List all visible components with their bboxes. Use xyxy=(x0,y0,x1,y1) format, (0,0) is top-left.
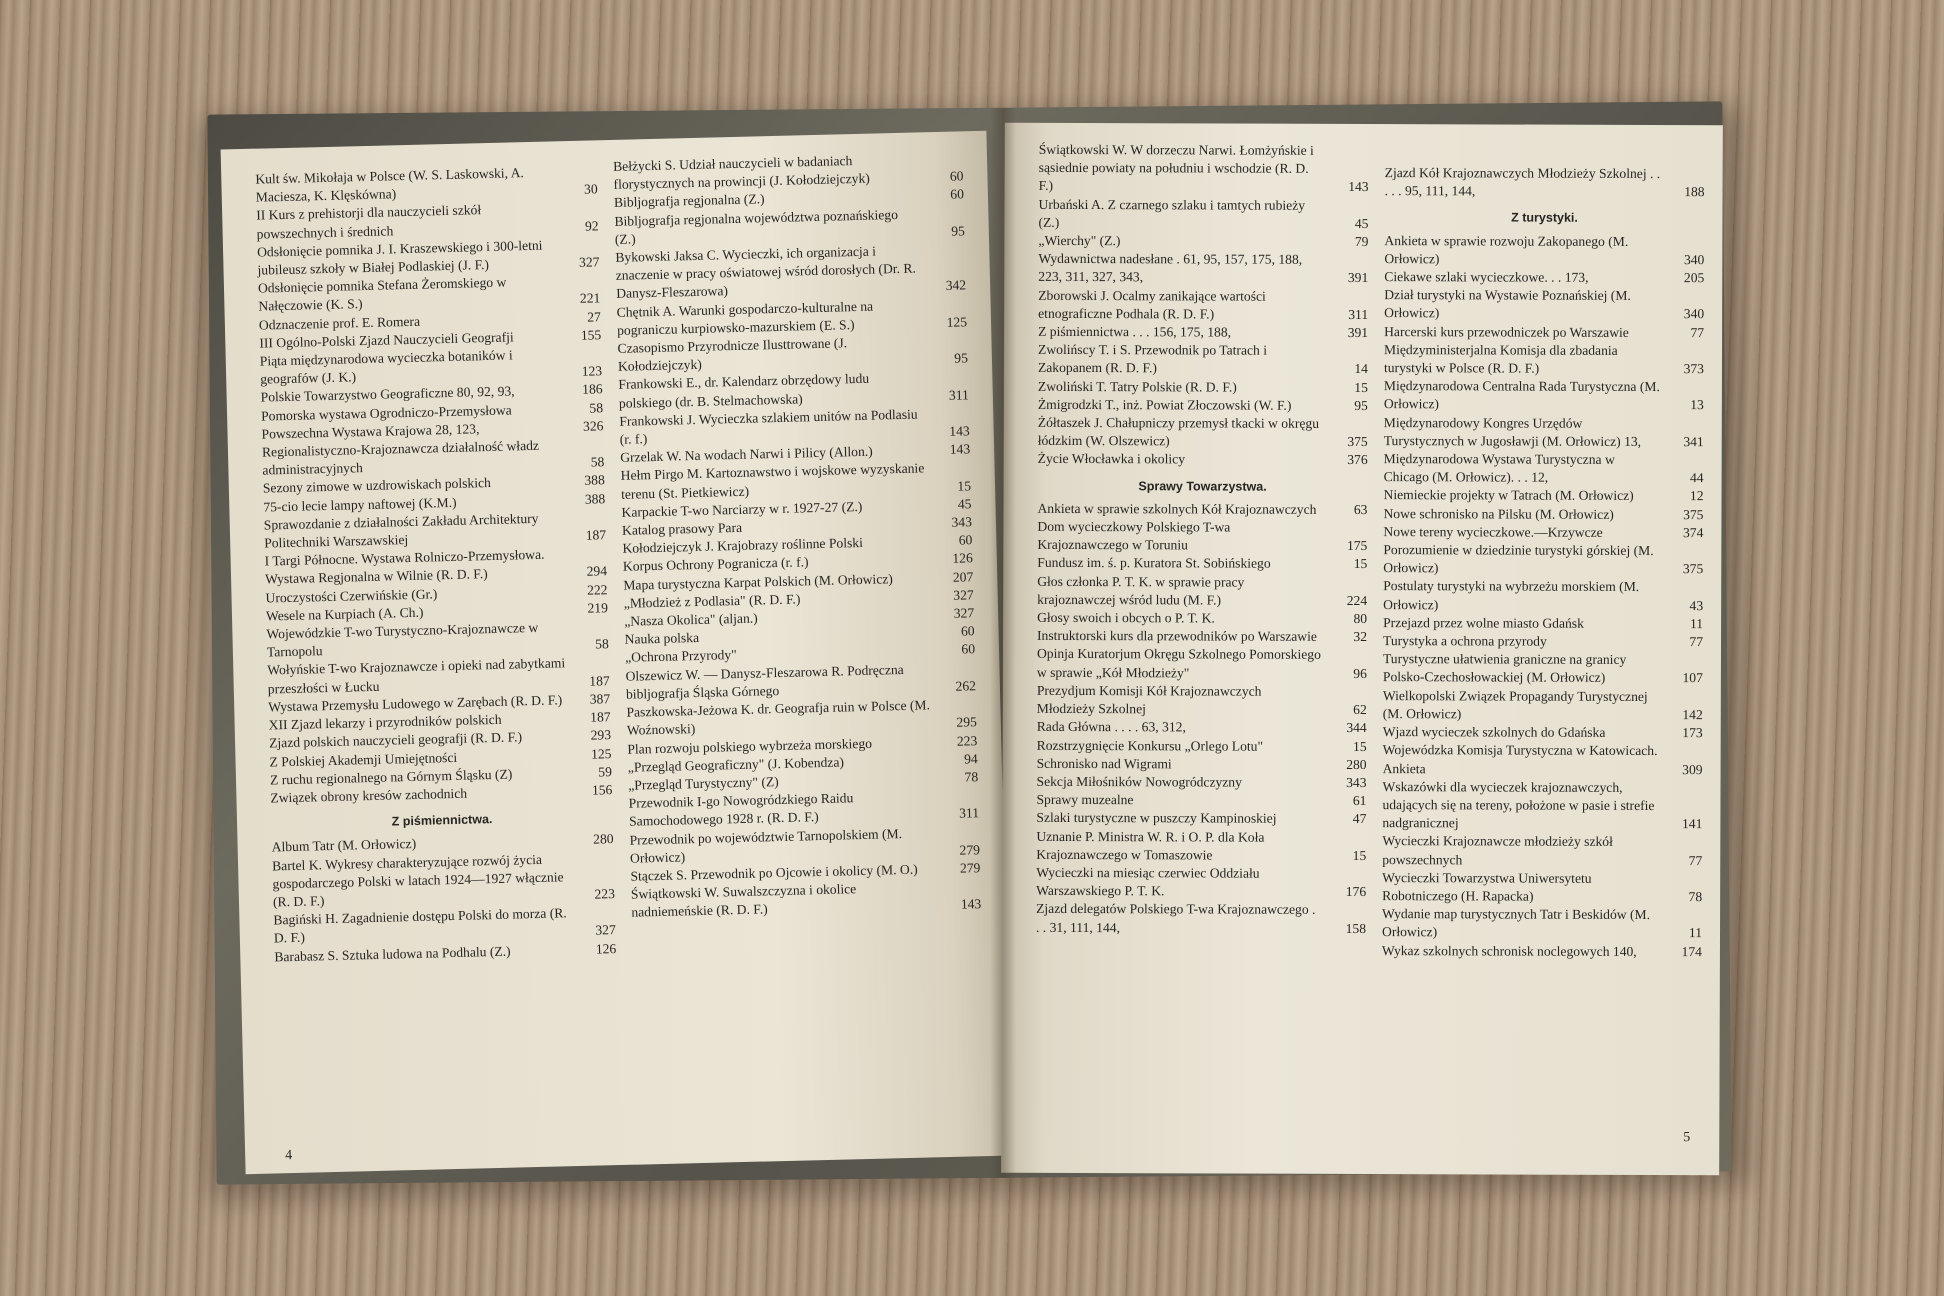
index-entry xyxy=(1036,809,1366,828)
index-entry-page: 77 xyxy=(1688,852,1703,868)
index-entry-page: 12 xyxy=(1689,488,1704,504)
index-entry-title: Wykaz szkolnych schronisk noclegowych 140, xyxy=(1381,942,1637,959)
index-entry-page: 45 xyxy=(1354,215,1369,231)
index-entry-title: Ankieta w sprawie szkolnych Kół Krajoznawczych xyxy=(1037,500,1317,517)
right-page-column-2 xyxy=(1382,164,1705,961)
index-entry-page: 279 xyxy=(959,841,981,858)
index-entry-page: 280 xyxy=(592,831,614,847)
index-entry xyxy=(1038,414,1368,452)
index-entry-page: 327 xyxy=(595,922,616,938)
index-entry-page: 219 xyxy=(587,600,609,616)
left-page-column-2 xyxy=(613,149,982,922)
index-entry xyxy=(1038,378,1368,397)
index-entry xyxy=(1038,286,1368,324)
index-entry-title: Turystyczne ułatwienia graniczne na granicy Polsko-Czechosłowackiej (M. Orłowicz) xyxy=(1382,651,1627,686)
index-entry xyxy=(1038,232,1368,251)
index-entry-page: 342 xyxy=(945,277,967,294)
index-entry-page: 391 xyxy=(1347,270,1369,286)
index-entry-page: 107 xyxy=(1682,670,1703,686)
index-entry xyxy=(1382,942,1702,961)
index-entry xyxy=(1038,341,1368,379)
index-entry-page: 309 xyxy=(1682,761,1703,777)
index-entry-title: Szlaki turystyczne w puszczy Kampinoskiej xyxy=(1036,810,1277,827)
right-page-column-1 xyxy=(1036,141,1369,938)
index-entry-title: III Ogólno-Polski Zjazd Nauczycieli Geografji xyxy=(259,329,514,351)
index-entry xyxy=(1384,487,1704,506)
index-entry-page: 375 xyxy=(1683,506,1704,522)
index-entry-page: 207 xyxy=(952,568,974,585)
index-entry-page: 187 xyxy=(585,527,607,543)
index-entry-page: 95 xyxy=(1354,397,1368,413)
index-entry-page: 63 xyxy=(1353,501,1368,517)
index-entry xyxy=(1038,250,1368,288)
index-entry-title: Przejazd przez wolne miasto Gdańsk xyxy=(1383,614,1584,631)
index-entry-title: Sprawy muzealne xyxy=(1036,791,1134,808)
index-entry-page: 125 xyxy=(946,314,968,330)
index-entry-title: Przewodnik po województwie Tarnopolskiem (M. Orłowicz) xyxy=(629,825,903,866)
index-entry-page: 60 xyxy=(958,532,973,548)
index-entry-title: Żółtaszek J. Chałupniczy przemysł tkacki w okręgu łódzkim (W. Olszewicz) xyxy=(1037,414,1320,449)
index-entry-page: 376 xyxy=(1347,452,1368,468)
section-heading: Z turystyki. xyxy=(1511,210,1578,226)
index-entry-title: Pomorska wystawa Ogrodniczo-Przemysłowa xyxy=(260,402,512,424)
index-entry-title: Międzynarodowy Kongres Urzędów Turystycznych w Jugosławji (M. Orłowicz) 13, xyxy=(1383,414,1642,449)
index-entry-page: 222 xyxy=(586,581,608,598)
index-entry xyxy=(1383,723,1703,742)
index-entry-title: Powszechna Wystawa Krajowa 28, 123, xyxy=(261,421,480,442)
index-entry-title: Odsłonięcie pomnika J. I. Kraszewskiego i 300-letni jubileusz szkoły w Białej Podlaskiej (J. F.) xyxy=(256,237,543,278)
index-entry xyxy=(1384,286,1704,324)
index-entry xyxy=(1384,377,1704,415)
index-entry-title: Karpackie T-wo Narciarzy w r. 1927-27 (Z.) xyxy=(621,498,863,520)
index-entry xyxy=(1384,323,1704,342)
index-entry-title: Harcerski kurs przewodniczek po Warszawie xyxy=(1384,323,1629,340)
page-number: 5 xyxy=(1683,1130,1691,1146)
index-entry-title: Wskazówki dla wycieczek krajoznawczych, udających się na tereny, położone w pasie i strefie nadgranicznej xyxy=(1382,778,1655,831)
index-entry-page: 62 xyxy=(1353,702,1367,718)
index-entry-page: 96 xyxy=(1353,665,1367,681)
index-entry-page: 15 xyxy=(1354,379,1368,395)
index-entry xyxy=(1037,736,1367,755)
index-entry-title: Bibljografja regjonalna (Z.) xyxy=(613,191,765,211)
index-entry-title: Ankieta w sprawie rozwoju Zakopanego (M. Orłowicz) xyxy=(1384,232,1629,267)
index-entry xyxy=(1037,645,1367,683)
index-entry-title: „Nasza Okolica" (aljan.) xyxy=(624,610,758,629)
index-entry-title: Postulaty turystyki na wybrzeżu morskiem (M. Orłowicz) xyxy=(1383,578,1640,612)
index-entry-title: Rada Główna . . . . 63, 312, xyxy=(1036,719,1186,735)
index-entry-title: Paszkowska-Jeżowa K. dr. Geografja ruin w Polsce (M. Woźnowski) xyxy=(626,697,931,739)
index-entry-title: Zwoliński T. Tatry Polskie (R. D. F.) xyxy=(1037,378,1237,395)
index-entry-title: Grzelak W. Na wodach Narwi i Pilicy (Allon.) xyxy=(620,443,873,466)
index-entry-page: 387 xyxy=(589,691,611,707)
index-entry-title: Sprawozdanie z działalności Zakładu Architektury Politechniki Warszawskiej xyxy=(263,510,539,551)
index-entry-page: 60 xyxy=(950,186,965,203)
index-entry xyxy=(1383,687,1703,725)
index-entry-title: Czasopismo Przyrodnicze Ilusttrowane (J. Kołodziejczyk) xyxy=(617,335,848,375)
index-entry-page: 47 xyxy=(1352,811,1367,827)
index-entry-page: 123 xyxy=(581,363,603,379)
index-entry-title: „Przegląd Geograficzny" (J. Kobendza) xyxy=(627,754,845,775)
index-entry xyxy=(1037,773,1367,792)
index-entry-page: 205 xyxy=(1683,270,1705,286)
index-entry-title: Zborowski J. Ocalmy zanikające wartości etnograficzne Podhala (R. D. F.) xyxy=(1038,287,1266,322)
index-entry-page: 375 xyxy=(1347,434,1368,450)
index-entry-title: Uznanie P. Ministra W. R. i O. P. dla Koła Krajoznawczego w Tomaszowie xyxy=(1036,828,1265,863)
index-entry-page: 77 xyxy=(1689,634,1704,650)
index-entry-title: Piąta międzynarodowa wycieczka botaników i geografów (J. K.) xyxy=(259,347,513,387)
index-entry-page: 94 xyxy=(963,750,978,767)
index-entry-page: 340 xyxy=(1683,251,1705,268)
index-entry-page: 15 xyxy=(1352,847,1367,863)
index-entry xyxy=(1384,268,1704,287)
index-entry-page: 15 xyxy=(1353,556,1368,572)
index-entry-title: Świątkowski W. W dorzeczu Narwi. Łomżyńskie i sąsiednie powiaty na południu i wschodzie (R. D. F.) xyxy=(1038,141,1314,194)
index-entry xyxy=(1037,755,1367,774)
index-entry-page: 60 xyxy=(960,623,975,639)
index-entry xyxy=(1036,864,1366,902)
index-entry-page: 187 xyxy=(590,709,611,725)
index-entry-title: Wydawnictwa nadesłane . 61, 95, 157, 175, 188, 223, 311, 327, 343, xyxy=(1038,251,1303,285)
index-entry xyxy=(1037,518,1367,556)
index-entry-title: Dom wycieczkowy Polskiego T-wa Krajoznawczego w Toruniu xyxy=(1037,518,1231,553)
index-entry-page: 343 xyxy=(1346,774,1367,790)
index-entry-page: 14 xyxy=(1354,361,1369,377)
index-entry-page: 43 xyxy=(1689,597,1704,613)
index-entry-title: Międzynarodowa Wystawa Turystyczna w Chicago (M. Orłowicz). . . 12, xyxy=(1383,451,1615,485)
index-entry xyxy=(1383,650,1703,688)
index-entry-title: Hełm Pirgo M. Kartoznawstwo i wojskowe wyzyskanie terenu (St. Pietkiewicz) xyxy=(620,460,925,502)
index-entry-title: Bartel K. Wykresy charakteryzujące rozwój życia gospodarczego Polski w latach 1924—1927 włącznie (R. D. F.) xyxy=(271,851,564,910)
index-entry xyxy=(1037,627,1367,646)
index-entry-title: Porozumienie w dziedzinie turystyki górskiej (M. Orłowicz) xyxy=(1383,542,1654,576)
index-entry-title: Niemieckie projekty w Tatrach (M. Orłowicz) xyxy=(1383,487,1634,504)
index-entry-title: Rozstrzygnięcie Konkursu „Orlego Lotu" xyxy=(1036,737,1264,754)
index-entry-page: 344 xyxy=(1346,720,1367,736)
index-entry-title: „Młodzież z Podlasia" (R. D. F.) xyxy=(623,591,801,611)
index-entry-page: 58 xyxy=(590,454,605,470)
index-entry-page: 173 xyxy=(1682,725,1703,741)
index-entry-page: 295 xyxy=(956,714,977,730)
index-entry-page: 311 xyxy=(948,386,969,403)
index-entry-page: 45 xyxy=(957,496,972,512)
index-entry-title: Polskie Towarzystwo Geograficzne 80, 92, 93, xyxy=(260,383,515,406)
index-entry-title: Odsłonięcie pomnika Stefana Żeromskiego w Nałęczowie (K. S.) xyxy=(257,274,507,315)
index-entry-page: 221 xyxy=(579,290,601,307)
index-entry-page: 311 xyxy=(1348,306,1369,322)
left-page-column-1 xyxy=(255,162,616,966)
index-entry-page: 143 xyxy=(960,896,982,912)
index-entry-title: Zjazd Kół Krajoznawczych Młodzieży Szkolnej . . . . . 95, 111, 144, xyxy=(1384,165,1661,199)
index-entry-page: 95 xyxy=(954,350,969,366)
index-entry-title: Kult św. Mikołaja w Polsce (W. S. Laskowski, A. Macieszа, K. Klęskówna) xyxy=(255,165,525,205)
index-entry-title: Żmigrodzki T., inż. Powiat Złoczowski (W. F.) xyxy=(1037,396,1292,413)
index-entry-page: 223 xyxy=(956,732,978,749)
index-entry xyxy=(1037,609,1367,628)
index-entry-title: Przewodnik I-go Nowogródzkiego Raidu Samochodowego 1928 r. (R. D. F.) xyxy=(628,790,854,830)
index-entry-title: Frankowski E., dr. Kalendarz obrzędowy ludu polskiego (dr. B. Stelmachowska) xyxy=(618,371,870,411)
index-entry xyxy=(1037,573,1367,611)
index-entry xyxy=(1383,505,1703,524)
index-entry-title: Schronisko nad Wigrami xyxy=(1036,755,1172,772)
index-entry-title: Zjazd polskich nauczycieli geografji (R. D. F.) xyxy=(268,729,523,751)
index-entry-title: Wycieczki Towarzystwa Uniwersytetu Robotniczego (H. Rapacka) xyxy=(1382,869,1592,904)
index-entry-page: 78 xyxy=(964,769,979,785)
index-entry xyxy=(1039,141,1369,197)
index-entry-title: Międzynarodowa Centralna Rada Turystyczna (M. Orłowicz) xyxy=(1383,378,1660,412)
index-entry-title: Odznaczenie prof. E. Romera xyxy=(258,313,421,333)
index-entry-page: 141 xyxy=(1681,816,1703,832)
index-entry xyxy=(1036,791,1366,810)
index-entry-title: II Kurs z prehistorji dla nauczycieli szkół powszechnych i średnich xyxy=(256,202,482,242)
index-entry-title: Opinja Kuratorjum Okręgu Szkolnego Pomorskiego w sprawie „Kół Młodzieży" xyxy=(1036,646,1321,681)
index-entry-title: Frankowski J. Wycieczka szlakiem unitów na Podlasiu (r. f.) xyxy=(619,406,918,447)
index-entry-title: Sekcja Miłośników Nowogródczyzny xyxy=(1036,773,1242,790)
index-entry xyxy=(1037,554,1367,573)
index-entry xyxy=(1038,450,1368,469)
index-entry-title: Wycieczki na miesiąc czerwiec Oddziału Warszawskiego P. T. K. xyxy=(1036,864,1260,899)
index-entry xyxy=(615,240,966,303)
index-entry-page: 60 xyxy=(961,641,976,658)
index-entry-title: Wystawa Przemysłu Ludowego w Zarębach (R. D. F.) xyxy=(268,692,563,715)
index-entry-page: 341 xyxy=(1683,433,1704,450)
index-entry-title: „Ochrona Przyrody" xyxy=(624,647,737,666)
index-entry-page: 58 xyxy=(589,399,604,416)
index-entry-page: 187 xyxy=(589,672,610,689)
index-entry-page: 327 xyxy=(953,605,975,621)
index-entry-page: 279 xyxy=(959,860,981,876)
index-entry-page: 174 xyxy=(1681,943,1702,959)
index-entry-page: 11 xyxy=(1689,616,1704,632)
index-entry-page: 388 xyxy=(584,472,605,489)
index-entry xyxy=(1382,778,1702,834)
section-heading: Sprawy Towarzystwa. xyxy=(1138,478,1267,494)
index-entry-title: Świątkowski W. Suwalszczyzna i okolice nadniemeńskie (R. D. F.) xyxy=(630,881,857,921)
index-entry-title: Wydanie map turystycznych Tatr i Beskidów (M. Orłowicz) xyxy=(1381,906,1651,940)
index-entry-title: Kołodziejczyk J. Krajobrazy roślinne Polski xyxy=(622,535,864,557)
index-entry-page: 311 xyxy=(958,805,980,821)
book-spine xyxy=(990,108,1016,1178)
index-entry-page: 158 xyxy=(1345,920,1367,936)
index-entry-page: 44 xyxy=(1689,470,1704,486)
index-entry-title: Bibljografja regjonalna województwa poznańskiego (Z.) xyxy=(614,206,899,247)
index-entry-title: Wojewódzka Komisja Turystyczna w Katowicach. Ankieta xyxy=(1382,742,1658,776)
index-entry-page: 176 xyxy=(1345,884,1367,900)
index-entry xyxy=(1036,827,1366,865)
index-entry-page: 327 xyxy=(953,587,974,603)
index-entry-page: 15 xyxy=(1353,738,1367,754)
index-entry-page: 188 xyxy=(1684,184,1705,200)
index-entry-page: 327 xyxy=(578,254,600,270)
index-entry-page: 340 xyxy=(1683,306,1705,322)
index-entry-title: Uroczystości Czerwińskie (Gr.) xyxy=(265,586,438,606)
index-entry-page: 143 xyxy=(949,423,970,439)
index-entry-page: 294 xyxy=(586,563,608,580)
index-entry-page: 92 xyxy=(584,217,599,234)
index-entry-title: „Przegląd Turystyczny" (Z) xyxy=(628,773,779,793)
index-entry-title: Turystyka a ochrona przyrody xyxy=(1383,633,1547,649)
index-entry-title: Wycieczki Krajoznawcze młodzieży szkół powszechnych xyxy=(1382,833,1613,867)
index-entry-title: Chętnik A. Warunki gospodarczo-kulturalne na pograniczu kurpiowsko-mazurskiem (E. S.) xyxy=(616,298,874,338)
index-entry-page: 95 xyxy=(951,223,965,239)
index-entry-page: 375 xyxy=(1682,561,1704,577)
index-entry-title: Z piśmiennictwa . . . 156, 175, 188, xyxy=(1038,323,1232,340)
index-entry-title: Z Polskiej Akademji Umiejętności xyxy=(269,749,458,769)
index-entry-title: Wesele na Kurpiach (A. Ch.) xyxy=(265,604,424,624)
page-number: 4 xyxy=(285,1148,293,1164)
index-entry-page: 32 xyxy=(1353,629,1368,645)
index-entry-title: Regionalistyczno-Krajoznawcza działalność władz administracyjnych xyxy=(261,437,540,478)
index-entry-title: Wołyńskie T-wo Krajoznawcze i opieki nad zabytkami przeszłości w Łucku xyxy=(267,655,566,697)
index-entry-title: Ciekawe szlaki wycieczkowe. . . 173, xyxy=(1384,269,1589,285)
index-entry-page: 60 xyxy=(949,168,964,184)
index-entry-page: 15 xyxy=(957,477,972,494)
index-entry-page: 373 xyxy=(1683,361,1705,377)
index-entry-page: 77 xyxy=(1690,324,1705,340)
index-entry-page: 13 xyxy=(1690,397,1704,413)
index-entry-page: 126 xyxy=(595,940,617,957)
index-entry xyxy=(1038,396,1368,415)
index-entry-title: Instruktorski kurs dla przewodników po Warszawie xyxy=(1037,628,1317,645)
index-entry xyxy=(1383,614,1703,633)
index-entry-title: Wojewódzkie T-wo Turystyczno-Krajoznawcze w Tarnopolu xyxy=(266,619,539,660)
index-entry-page: 80 xyxy=(1353,611,1368,627)
index-entry-page: 262 xyxy=(955,678,977,694)
index-entry-page: 27 xyxy=(587,308,601,325)
index-entry-title: Plan rozwoju polskiego wybrzeża morskiego xyxy=(627,735,873,757)
index-entry-title: „Wierchy" (Z.) xyxy=(1038,232,1121,249)
index-entry-title: Sezony zimowe w uzdrowiskach polskich xyxy=(262,475,492,497)
index-entry xyxy=(1384,450,1704,488)
index-entry-title: Nowe tereny wycieczkowe.—Krzywcze xyxy=(1383,523,1603,540)
index-entry xyxy=(1036,900,1366,938)
index-entry-title: Zwolińscy T. i S. Przewodnik po Tatrach i Zakopanem (R. D. F.) xyxy=(1037,342,1268,376)
index-entry-page: 293 xyxy=(590,727,612,743)
index-entry-title: Głos członka P. T. K. w sprawie pracy krajoznawczej wśród ludu (M. F.) xyxy=(1037,573,1245,608)
index-entry-title: I Targi Północne. Wystawa Rolniczo-Przemysłowa. Wystawa Regjonalna w Wilnie (R. D. F.) xyxy=(264,546,545,588)
index-entry-title: Olszewicz W. — Danysz-Fleszarowa R. Podręczna bibljografja Śląska Górnego xyxy=(625,661,904,702)
index-entry xyxy=(1383,578,1703,616)
index-entry-title: Album Tatr (M. Orłowicz) xyxy=(271,836,417,855)
index-entry xyxy=(1382,905,1702,943)
index-entry-title: Dział turystyki na Wystawie Poznańskiej (M. Orłowicz) xyxy=(1384,287,1631,321)
index-entry-page: 143 xyxy=(1348,179,1369,195)
index-entry-page: 143 xyxy=(949,441,971,458)
index-entry-page: 79 xyxy=(1354,233,1369,250)
index-entry-title: Katalog prasowy Para xyxy=(621,519,743,538)
index-entry-page: 78 xyxy=(1688,889,1703,905)
index-entry-page: 374 xyxy=(1682,524,1704,541)
index-entry-title: Bagiński H. Zagadnienie dostępu Polski do morza (R. D. F.) xyxy=(273,905,567,946)
index-entry-page: 326 xyxy=(582,418,604,434)
index-entry-title: Życie Włocławka i okolicy xyxy=(1037,451,1186,467)
index-entry-page: 156 xyxy=(591,782,613,798)
index-entry xyxy=(1384,414,1704,452)
index-entry-title: Stączek S. Przewodnik po Ojcowie i okolicy (M. O.) xyxy=(630,861,918,884)
index-entry xyxy=(1383,741,1703,779)
index-entry-page: 223 xyxy=(594,886,616,902)
index-entry-page: 30 xyxy=(583,181,598,197)
index-entry-title: Głosy swoich i obcych o P. T. K. xyxy=(1037,609,1215,626)
left-page xyxy=(221,131,1012,1174)
index-entry-page: 343 xyxy=(951,514,973,530)
index-entry-title: Nauka polska xyxy=(624,630,700,648)
index-entry-title: Barabasz S. Sztuka ludowa na Podhalu (Z.) xyxy=(274,943,511,964)
index-entry xyxy=(1038,195,1368,233)
index-entry xyxy=(272,849,615,912)
index-entry-title: Nowe schronisko na Pilsku (M. Orłowicz) xyxy=(1383,505,1614,522)
index-entry-title: Z ruchu regionalnego na Górnym Śląsku (Z) xyxy=(269,766,513,788)
index-entry xyxy=(1384,232,1704,270)
index-entry-title: 75-cio lecie lampy naftowej (K.M.) xyxy=(263,494,457,515)
index-entry-page: 126 xyxy=(952,550,973,567)
index-entry-page: 224 xyxy=(1346,592,1368,608)
index-entry-page: 155 xyxy=(580,327,602,343)
index-entry xyxy=(1037,500,1367,519)
index-entry-page: 11 xyxy=(1688,925,1703,941)
index-entry-title: Prezydjum Komisji Kół Krajoznawczych Młodzieży Szkolnej xyxy=(1036,682,1262,717)
index-entry xyxy=(1385,164,1705,202)
index-entry-title: Fundusz im. ś. p. Kuratora St. Sobińskiego xyxy=(1037,555,1271,572)
index-entry xyxy=(1382,832,1702,870)
index-entry-title: XII Zjazd lekarzy i przyrodników polskich xyxy=(268,711,502,733)
index-entry xyxy=(631,877,982,922)
index-entry-title: Mapa turystyczna Karpat Polskich (M. Orłowicz) xyxy=(623,570,894,593)
index-entry-page: 391 xyxy=(1347,324,1369,341)
index-entry xyxy=(1383,632,1703,651)
section-heading: Z piśmiennictwa. xyxy=(391,812,493,829)
index-entry-title: Związek obrony kresów zachodnich xyxy=(270,785,468,806)
index-entry-title: Wielkopolski Związek Propagandy Turystycznej (M. Orłowicz) xyxy=(1382,687,1648,722)
index-entry-page: 59 xyxy=(598,763,613,780)
index-entry-title: Bykowski Jaksa C. Wycieczki, ich organizacja i znaczenie w pracy oświatowej wśród dorosłych (Dr. R. Danysz-Fleszarowa) xyxy=(615,243,916,302)
index-entry xyxy=(1037,682,1367,720)
index-entry xyxy=(1384,341,1704,379)
index-entry xyxy=(1382,869,1702,907)
index-entry-page: 125 xyxy=(590,745,612,762)
index-entry xyxy=(1037,718,1367,737)
index-entry-title: Korpus Ochrony Pogranicza (r. f.) xyxy=(622,554,809,575)
index-entry xyxy=(1038,323,1368,342)
index-entry xyxy=(1383,541,1703,579)
index-entry-title: Zjazd delegatów Polskiego T-wa Krajoznawczego . . . 31, 111, 144, xyxy=(1036,901,1316,935)
index-entry-page: 58 xyxy=(595,636,609,652)
right-page xyxy=(1001,123,1723,1176)
index-entry-title: Wjazd wycieczek szkolnych do Gdańska xyxy=(1382,724,1606,740)
index-entry-page: 280 xyxy=(1346,756,1367,772)
index-entry-page: 142 xyxy=(1682,707,1703,723)
index-entry-page: 175 xyxy=(1346,538,1368,554)
index-entry-page: 61 xyxy=(1352,793,1367,809)
index-entry-title: Urbański A. Z czarnego szlaku i tamtych rubieży (Z.) xyxy=(1038,196,1306,230)
index-entry xyxy=(1383,523,1703,542)
index-entry-page: 186 xyxy=(581,381,603,398)
index-entry-title: Międzyministerjalna Komisja dla zbadania turystyki w Polsce (R. D. F.) xyxy=(1383,341,1618,376)
index-entry-title: Bełżycki S. Udział nauczycieli w badaniach florystycznych na prowincji (J. Kołodziejczyk) xyxy=(612,153,870,193)
index-entry-page: 388 xyxy=(584,490,606,507)
